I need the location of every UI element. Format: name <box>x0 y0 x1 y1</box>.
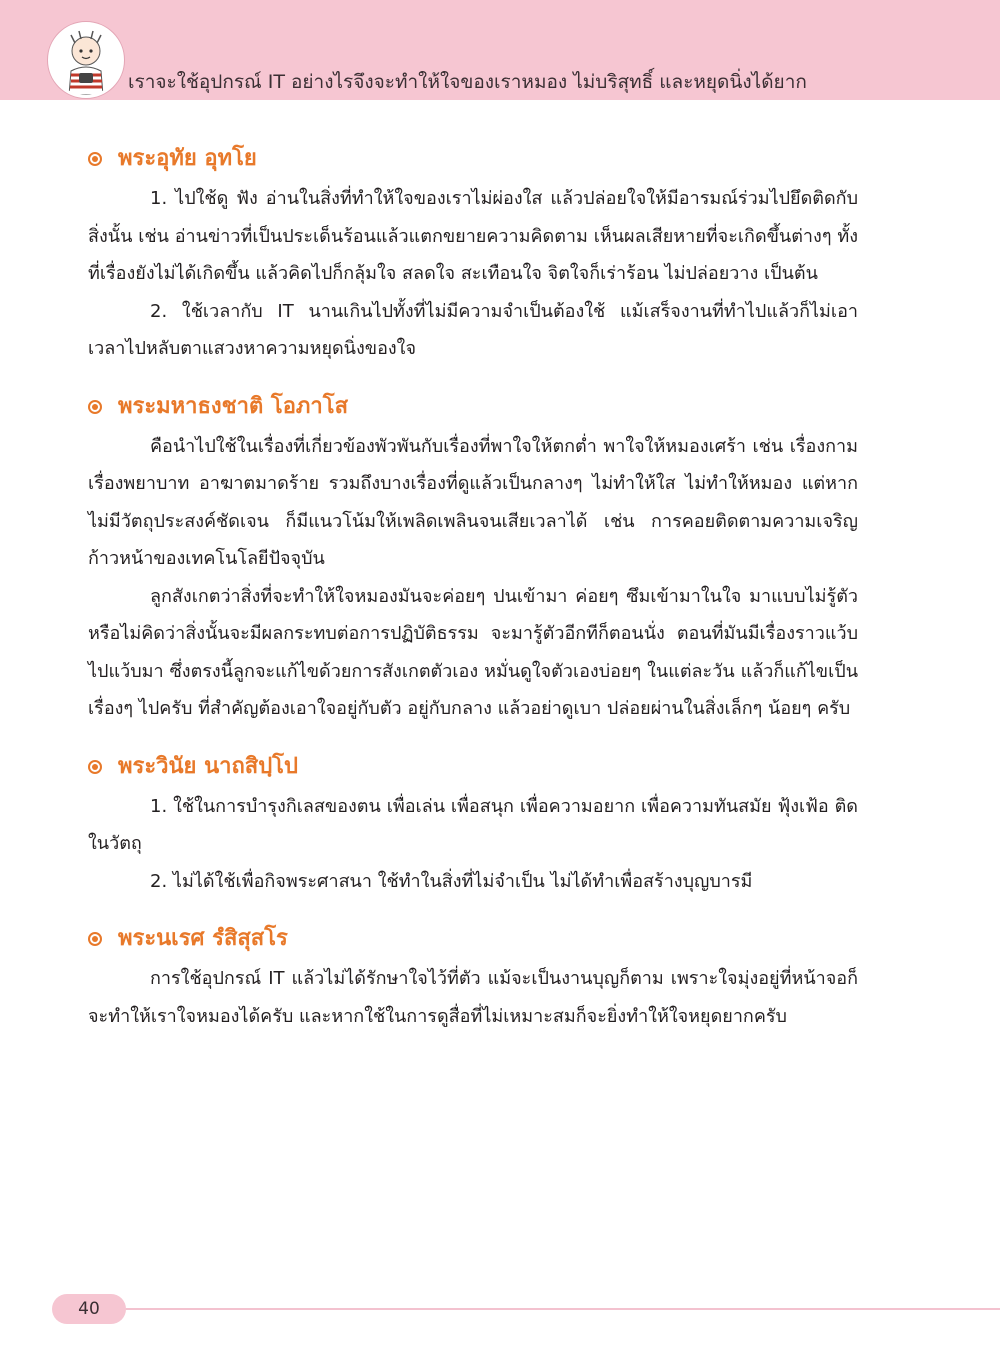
page-header <box>0 0 1000 100</box>
monk-cartoon-icon <box>48 22 124 98</box>
section-heading <box>88 918 858 960</box>
section-2 <box>88 386 858 728</box>
section-3 <box>88 746 858 901</box>
page-number: 40 <box>52 1294 126 1324</box>
footer-divider <box>120 1308 1000 1310</box>
bullet-target-icon <box>88 932 102 946</box>
section-title: พระอุทัย อุทโย <box>118 146 257 171</box>
section-title: พระมหาธงชาติ โอภาโส <box>118 393 349 419</box>
bullet-target-icon <box>88 152 102 166</box>
paragraph: การใช้อุปกรณ์ IT แล้วไม่ได้รักษาใจไว้ที่ตัว แม้จะเป็นงานบุญก็ตาม เพราะใจมุ่งอยู่ที่หน้าจอก็จะทำให้เราใจหมองได้ครับ และหากใช้ในการดูสื่อที่ไม่เหมาะสมก็จะยิ่งทำให้ใจหยุดยากครับ <box>88 968 858 1027</box>
paragraph: 2. ใช้เวลากับ IT นานเกินไปทั้งที่ไม่มีความจำเป็นต้องใช้ แม้เสร็จงานที่ทำไปแล้วก็ไม่เอาเวลาไปหลับตาแสวงหาความหยุดนิ่งของใจ <box>88 300 858 359</box>
bullet-target-icon <box>88 760 102 774</box>
section-4 <box>88 918 858 1035</box>
paragraph: 1. ไปใช้ดู ฟัง อ่านในสิ่งที่ทำให้ใจของเราไม่ผ่องใส แล้วปล่อยใจให้มีอารมณ์ร่วมไปยึดติดกับสิ่งนั้น เช่น อ่านข่าวที่เป็นประเด็นร้อนแล้วแตกขยายความคิดตาม เห็นผลเสียหายที่จะเกิดขึ้นต่างๆ ทั้งที่เรื่องยังไม่ได้เกิดขึ้น แล้วคิดไปก็กลุ้มใจ สลดใจ สะเทือนใจ จิตใจก็เร่าร้อน ไม่ปล่อยวาง เป็นต้น <box>88 188 858 284</box>
main-content <box>88 138 858 1053</box>
page-header-title: เราจะใช้อุปกรณ์ IT อย่างไรจึงจะทำให้ใจของเราหมอง ไม่บริสุทธิ์ และหยุดนิ่งได้ยาก <box>128 71 807 93</box>
paragraph: 2. ไม่ได้ใช้เพื่อกิจพระศาสนา ใช้ทำในสิ่งที่ไม่จำเป็น ไม่ได้ทำเพื่อสร้างบุญบารมี <box>150 870 753 892</box>
section-title: พระวินัย นาถสิปฺโป <box>118 753 298 779</box>
section-heading <box>88 386 858 428</box>
section-heading <box>88 138 858 180</box>
section-heading <box>88 746 858 788</box>
paragraph: คือนำไปใช้ในเรื่องที่เกี่ยวข้องพัวพันกับเรื่องที่พาใจให้ตกต่ำ พาใจให้หมองเศร้า เช่น เรื่องกาม เรื่องพยาบาท อาฆาตมาดร้าย รวมถึงบางเรื่องที่ดูแล้วเป็นกลางๆ ไม่ทำให้ใส ไม่ทำให้หมอง แต่หากไม่มีวัตถุประสงค์ชัดเจน ก็มีแนวโน้มให้เพลิดเพลินจนเสียเวลาได้ เช่น การคอยติดตามความเจริญก้าวหน้าของเทคโนโลยีปัจจุบัน <box>88 435 858 569</box>
paragraph: 1. ใช้ในการบำรุงกิเลสของตน เพื่อเล่น เพื่อสนุก เพื่อความอยาก เพื่อความทันสมัย ฟุ้งเฟ้อ ติดในวัตถุ <box>88 795 858 854</box>
section-title: พระนเรศ รํสิสุสโร <box>118 926 288 951</box>
paragraph: ลูกสังเกตว่าสิ่งที่จะทำให้ใจหมองมันจะค่อยๆ ปนเข้ามา ค่อยๆ ซึมเข้ามาในใจ มาแบบไม่รู้ตัวหรือไม่คิดว่าสิ่งนั้นจะมีผลกระทบต่อการปฏิบัติธรรม จะมารู้ตัวอีกทีก็ตอนนั่ง ตอนที่มันมีเรื่องราวแว้บไปแว้บมา ซึ่งตรงนี้ลูกจะแก้ไขด้วยการสังเกตตัวเอง หมั่นดูใจตัวเองบ่อยๆ ในแต่ละวัน แล้วก็แก้ไขเป็นเรื่องๆ ไปครับ ที่สำคัญต้องเอาใจอยู่กับตัว อยู่กับกลาง แล้วอย่าดูเบา ปล่อยผ่านในสิ่งเล็กๆ น้อยๆ ครับ <box>88 585 858 719</box>
bullet-target-icon <box>88 400 102 414</box>
section-1 <box>88 138 858 368</box>
